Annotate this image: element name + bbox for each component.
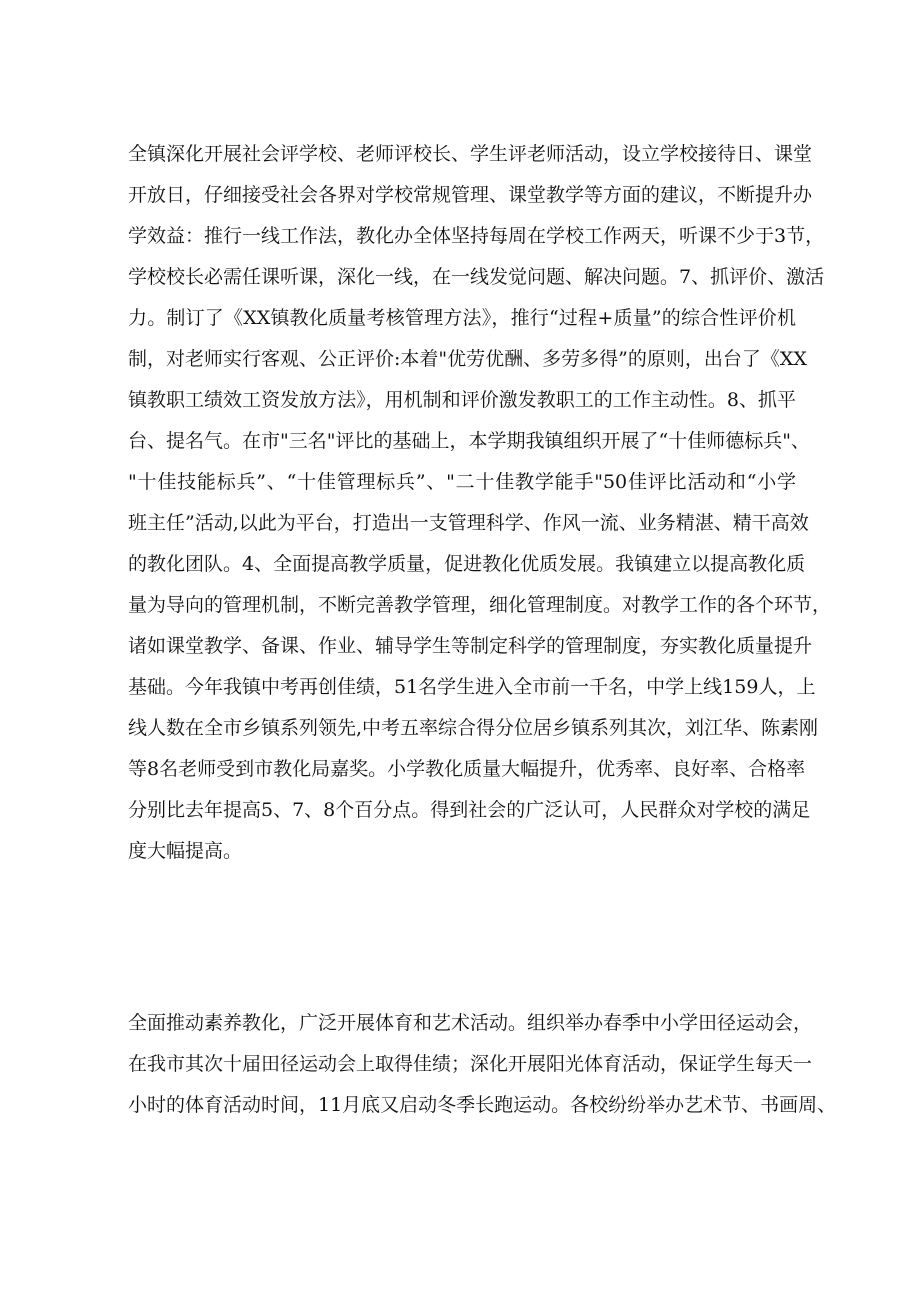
text-line: 小时的体育活动时间，11月底又启动冬季长跑运动。各校纷纷举办艺术节、书画周、 bbox=[128, 1094, 837, 1116]
text-line: 线人数在全市乡镇系列领先,中考五率综合得分位居乡镇系列其次，刘江华、陈素刚 bbox=[128, 717, 819, 739]
text-line: 镇教职工绩效工资发放方法》，用机制和评价激发教职工的工作主动性。8、抓平 bbox=[128, 389, 796, 411]
text-line: 诸如课堂教学、备课、作业、辅导学生等制定科学的管理制度，夯实教化质量提升 bbox=[128, 635, 813, 657]
text-line: 台、提名气。在市"三名"评比的基础上，本学期我镇组织开展了“十佳师德标兵"、 bbox=[128, 430, 810, 452]
text-line: 在我市其次十届田径运动会上取得佳绩；深化开展阳光体育活动，保证学生每天一 bbox=[128, 1053, 813, 1075]
text-line: 开放日，仔细接受社会各界对学校常规管理、课堂教学等方面的建议，不断提升办 bbox=[128, 184, 813, 206]
text-line: 度大幅提高。 bbox=[128, 840, 243, 862]
text-line: 的教化团队。4、全面提高教学质量，促进教化优质发展。我镇建立以提高教化质 bbox=[128, 553, 806, 575]
paragraph-1 bbox=[128, 134, 832, 872]
text-line: 分别比去年提高5、7、8个百分点。得到社会的广泛认可，人民群众对学校的满足 bbox=[128, 799, 811, 821]
text-line: 量为导向的管理机制，不断完善教学管理，细化管理制度。对教学工作的各个环节， bbox=[128, 594, 832, 616]
text-line: "十佳技能标兵”、“十佳管理标兵”、"二十佳教学能手"50佳评比活动和“小学 bbox=[128, 471, 796, 493]
text-line: 等8名老师受到市教化局嘉奖。小学教化质量大幅提升，优秀率、良好率、合格率 bbox=[128, 758, 806, 780]
text-line: 全镇深化开展社会评学校、老师评校长、学生评老师活动，设立学校接待日、课堂 bbox=[128, 143, 813, 165]
text-line: 制，对老师实行客观、公正评价:本着"优劳优酬、多劳多得”的原则，出台了《XX bbox=[128, 348, 807, 370]
text-line: 学校校长必需任课听课，深化一线，在一线发觉问题、解决问题。7、抓评价、激活 bbox=[128, 266, 825, 288]
text-line: 力。制订了《XX镇教化质量考核管理方法》，推行“过程+质量”的综合性评价机 bbox=[128, 307, 796, 329]
text-line: 基础。今年我镇中考再创佳绩，51名学生进入全市前一千名，中学上线159人，上 bbox=[128, 676, 816, 698]
paragraph-2 bbox=[128, 1003, 837, 1126]
text-line: 学效益：推行一线工作法，教化办全体坚持每周在学校工作两天，听课不少于3节， bbox=[128, 225, 825, 247]
text-line: 班主任”活动,以此为平台，打造出一支管理科学、作风一流、业务精湛、精干高效 bbox=[128, 512, 809, 534]
text-line: 全面推动素养教化，广泛开展体育和艺术活动。组织举办春季中小学田径运动会， bbox=[128, 1012, 813, 1034]
